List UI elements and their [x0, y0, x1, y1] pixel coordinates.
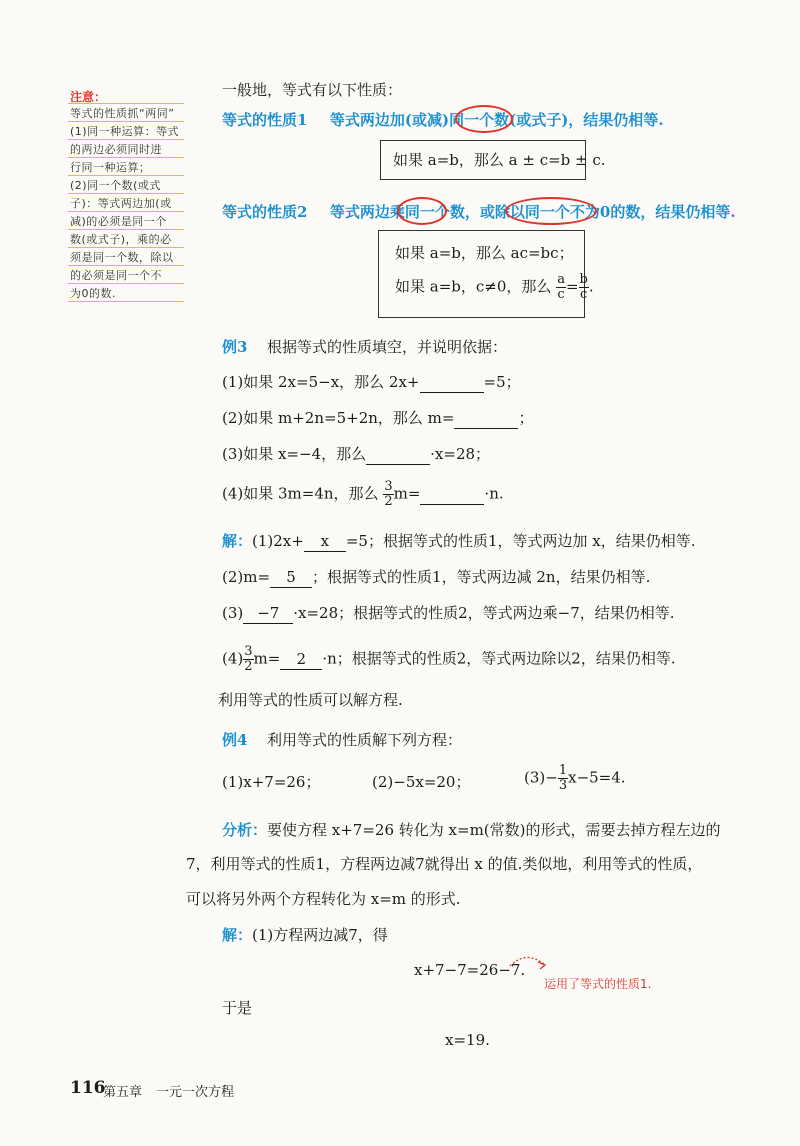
note-rule [68, 157, 184, 158]
numerator: b [579, 272, 588, 287]
s1-answer: x [304, 531, 346, 552]
solution4-eq1: x+7−7=26−7. [414, 961, 526, 979]
intro-text: 一般地，等式有以下性质： [222, 81, 403, 99]
period: . [588, 277, 594, 296]
analysis-label: 分析： [222, 821, 268, 839]
highlight-circle [397, 197, 447, 225]
fraction [579, 273, 589, 302]
s4-answer: 2 [280, 649, 322, 670]
note-line: 等式的性质抓“两同” [70, 107, 175, 120]
side-note [68, 88, 184, 314]
note-rule [68, 121, 184, 122]
solution3-line4 [222, 645, 676, 674]
fraction [558, 764, 568, 793]
s2-answer: 5 [270, 567, 312, 588]
note-line: 减)的必须是同一个 [70, 215, 167, 228]
solution4-step: (1)方程两边减7，得 [252, 926, 388, 944]
solution4-then: 于是 [222, 999, 253, 1017]
denominator: c [580, 287, 588, 302]
q1-tail: =5； [483, 373, 521, 391]
equals: = [565, 277, 579, 296]
side-note-title: 注意： [70, 90, 107, 104]
numerator: 3 [384, 479, 393, 494]
chapter-title: 一元一次方程 [156, 1085, 235, 1100]
chapter-label: 第五章 [103, 1085, 143, 1100]
q2-text: (2)如果 m+2n=5+2n，那么 m= [222, 409, 455, 427]
solution4-eq2: x=19. [445, 1031, 490, 1049]
note-line: 的必须是同一个不 [70, 269, 162, 282]
property2-text: 等式两边乘同一个数，或除以同一个不为0的数，结果仍相等. [329, 203, 736, 221]
q4-text: (4)如果 3m=4n，那么 [222, 484, 379, 503]
solution4-label: 解： [222, 926, 253, 944]
eq3-text: (3)− [524, 768, 558, 787]
highlight-circle [505, 197, 597, 225]
q4-tail: ·n. [484, 484, 504, 503]
note-rule [68, 283, 184, 284]
note-line: 为0的数. [70, 287, 116, 300]
denominator: 2 [384, 494, 393, 509]
numerator: 1 [558, 763, 568, 778]
note-rule [68, 247, 184, 248]
example4-heading [222, 730, 462, 750]
method-text: 利用等式的性质可以解方程. [218, 691, 403, 709]
example3-q4 [222, 480, 504, 509]
note-line: 数(或式子)，乘的必 [70, 233, 172, 246]
property1-formula: 如果 a=b，那么 a ± c=b ± c. [393, 151, 606, 169]
property2-formula-2 [395, 273, 594, 302]
s1-tail: =5；根据等式的性质1，等式两边加 x，结果仍相等. [345, 532, 696, 550]
q3-text: (3)如果 x=−4，那么 [222, 445, 367, 463]
note-line: 须是同一个数，除以 [70, 251, 174, 264]
s1-text: (1)2x+ [252, 532, 304, 550]
property1-text: 等式两边加(或减)同一个数(或式子)，结果仍相等. [329, 111, 664, 129]
analysis-text: 要使方程 x+7=26 转化为 x=m(常数)的形式，需要去掉方程左边的 [267, 821, 721, 839]
s3-answer: −7 [243, 603, 293, 624]
formula-text: 如果 a=b，c≠0，那么 [395, 277, 552, 296]
s2-tail: ；根据等式的性质1，等式两边减 2n，结果仍相等. [312, 568, 651, 586]
analysis-line2: 7，利用等式的性质1，方程两边减7就得出 x 的值.类似地，利用等式的性质， [186, 855, 703, 873]
solution3-line1 [222, 531, 696, 552]
note-rule [68, 301, 184, 302]
example3-q3 [222, 444, 490, 465]
numerator: a [557, 272, 565, 287]
q3-tail: ·x=28； [430, 445, 491, 463]
property2-heading [222, 202, 736, 222]
example3-q1 [222, 372, 521, 393]
example4-prompt: 利用等式的性质解下列方程： [267, 731, 463, 749]
solution3-label: 解： [222, 532, 253, 550]
s2-text: (2)m= [222, 568, 271, 586]
note-rule [68, 139, 184, 140]
s4-mid: m= [253, 649, 281, 668]
property1-box [380, 140, 606, 180]
note-rule [68, 229, 184, 230]
example3-prompt: 根据等式的性质填空，并说明依据： [267, 338, 508, 356]
eq3-tail: x−5=4. [568, 768, 626, 787]
fraction [243, 645, 253, 674]
q2-tail: ； [518, 409, 534, 427]
denominator: 2 [244, 659, 253, 674]
note-rule [68, 265, 184, 266]
note-rule [68, 193, 184, 194]
s4-tail: ·n；根据等式的性质2，等式两边除以2，结果仍相等. [322, 649, 676, 668]
annotation-arrow-icon [508, 948, 548, 974]
note-rule [68, 175, 184, 176]
s4-text: (4) [222, 649, 244, 668]
note-line: 行同一种运算； [70, 161, 151, 174]
highlight-circle [455, 105, 513, 133]
s3-tail: ·x=28；根据等式的性质2，等式两边乘−7，结果仍相等. [293, 604, 675, 622]
example4-eq3 [524, 764, 626, 793]
property1-heading [222, 110, 664, 130]
page-number: 116 [70, 1078, 106, 1098]
example3-q2 [222, 408, 533, 429]
denominator: c [557, 287, 565, 302]
note-line: (1)同一种运算：等式 [70, 125, 180, 138]
denominator: 3 [558, 778, 568, 793]
example3-label: 例3 [222, 338, 248, 356]
q4-mid: m= [393, 484, 421, 503]
analysis-line1 [222, 820, 721, 840]
example4-eq2: (2)−5x=20； [372, 773, 471, 791]
example3-heading [222, 337, 507, 357]
property1-label: 等式的性质1 [222, 111, 308, 129]
s3-text: (3) [222, 604, 244, 622]
note-rule [68, 103, 184, 104]
example4-eq1: (1)x+7=26； [222, 773, 321, 791]
solution3-line2 [222, 567, 650, 588]
annotation-note: 运用了等式的性质1. [544, 977, 652, 991]
solution4-line1 [222, 925, 388, 945]
q1-text: (1)如果 2x=5−x，那么 2x+ [222, 373, 420, 391]
note-line: 子)：等式两边加(或 [70, 197, 172, 210]
example4-label: 例4 [222, 731, 248, 749]
note-line: 的两边必须同时进 [70, 143, 162, 156]
property2-box [378, 230, 594, 318]
note-line: (2)同一个数(或式 [70, 179, 161, 192]
fraction [556, 273, 566, 302]
numerator: 3 [244, 644, 253, 659]
note-rule [68, 211, 184, 212]
solution3-line3 [222, 603, 675, 624]
analysis-line3: 可以将另外两个方程转化为 x=m 的形式. [186, 890, 461, 908]
fraction [383, 480, 393, 509]
property2-formula-1: 如果 a=b，那么 ac=bc； [395, 244, 574, 262]
property2-label: 等式的性质2 [222, 203, 308, 221]
